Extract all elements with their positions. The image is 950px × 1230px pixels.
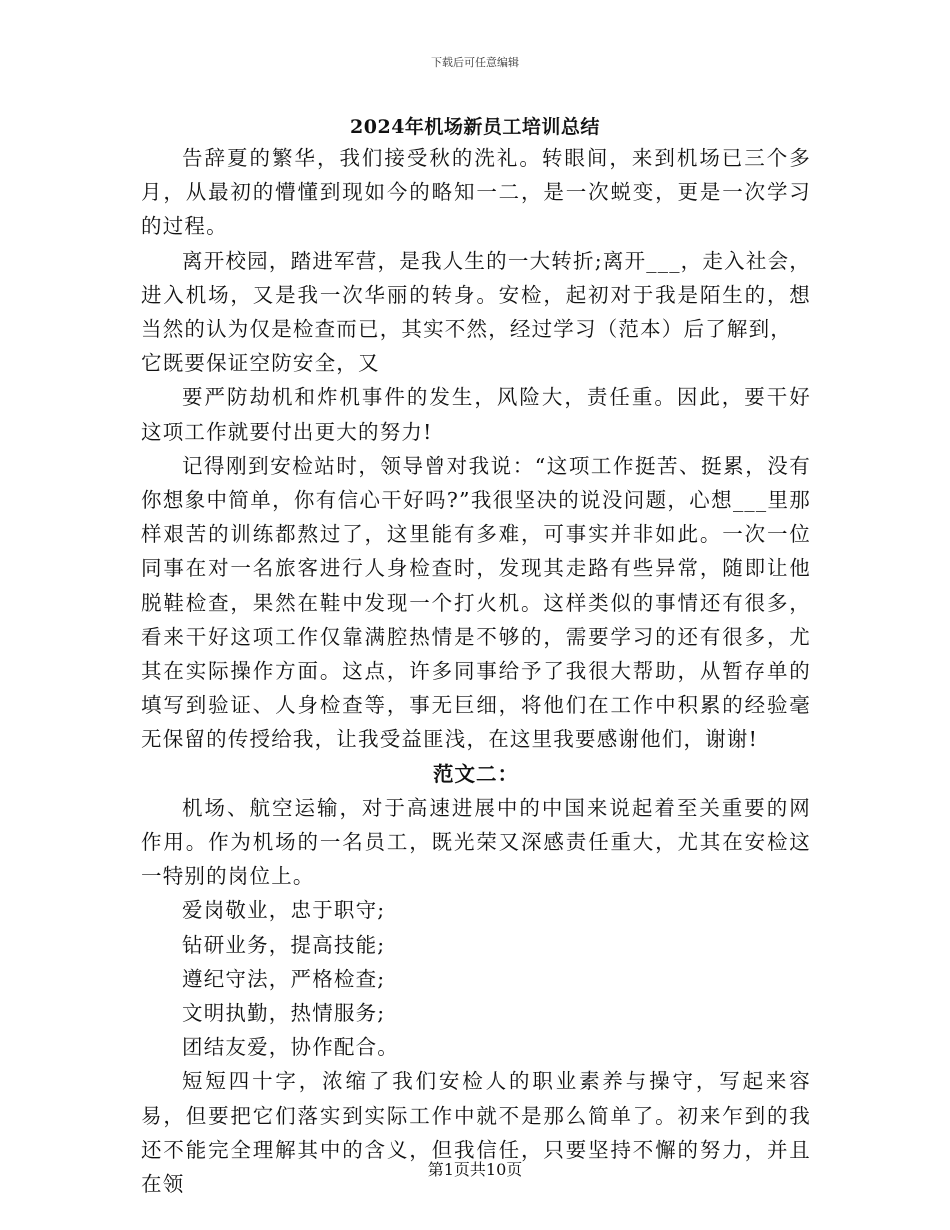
header-note: 下载后可任意编辑 — [431, 56, 519, 69]
paragraph: 机场、航空运输，对于高速进展中的中国来说起着至关重要的网作用。作为机场的一名员工，既光荣又深感责任重大，尤其在安检这一特别的岗位上。 — [141, 795, 811, 889]
paragraph-fragment: 它既要保证空防安全，又 — [141, 351, 380, 376]
document-title: 2024年机场新员工培训总结 — [350, 116, 600, 138]
page-indicator: 第1页共10页 — [427, 1160, 523, 1179]
paragraph: 短短四十字，浓缩了我们安检人的职业素养与操守，写起来容易，但要把它们落实到实际工作中就不是那么简单了。初来乍到的我还不能完全理解其中的含义，但我信任，只要坚持不懈的努力，并且在领 — [141, 1069, 811, 1197]
paragraph: 告辞夏的繁华，我们接受秋的洗礼。转眼间，来到机场已三个多月，从最初的懵懂到现如今的略知一二，是一次蜕变，更是一次学习的过程。 — [141, 146, 811, 239]
paragraph: 离开校园，踏进军营，是我人生的一大转折;离开___，走入社会，进入机场，又是我一次华丽的转身。安检，起初对于我是陌生的，想当然的认为仅是检查而已，其实不然，经过学习（范本）后了解到， — [141, 248, 811, 342]
list-item: 文明执勤，热情服务; — [182, 1001, 386, 1026]
paragraph: 要严防劫机和炸机事件的发生，风险大，责任重。因此，要干好这项工作就要付出更大的努力! — [141, 385, 811, 444]
paragraph: 记得刚到安检站时，领导曾对我说：“这项工作挺苦、挺累，没有你想象中简单，你有信心干好吗?”我很坚决的说没问题，心想___里那样艰苦的训练都熬过了，这里能有多难，可事实并非如此。一次一位同事在对一名旅客进行人身检查时，发现其走路有些异常，随即让他脱鞋检查，果然在鞋中发现一个打火机。这样类似的事情还有很多，看来干好这项工作仅靠满腔热情是不够的，需要学习的还有很多，尤其在实际操作方面。这点，许多同事给予了我很大帮助，从暂存单的填写到验证、人身检查等，事无巨细，将他们在工作中积累的经验毫无保留的传授给我，让我受益匪浅，在这里我要感谢他们，谢谢! — [141, 453, 811, 752]
list-item: 钻研业务，提高技能; — [182, 932, 386, 957]
document-body — [141, 141, 811, 1201]
list-item: 遵纪守法，严格检查; — [182, 966, 386, 991]
section-heading: 范文二： — [433, 761, 519, 786]
list-item: 团结友爱，协作配合。 — [182, 1035, 399, 1060]
list-item: 爱岗敬业，忠于职守; — [182, 898, 386, 923]
